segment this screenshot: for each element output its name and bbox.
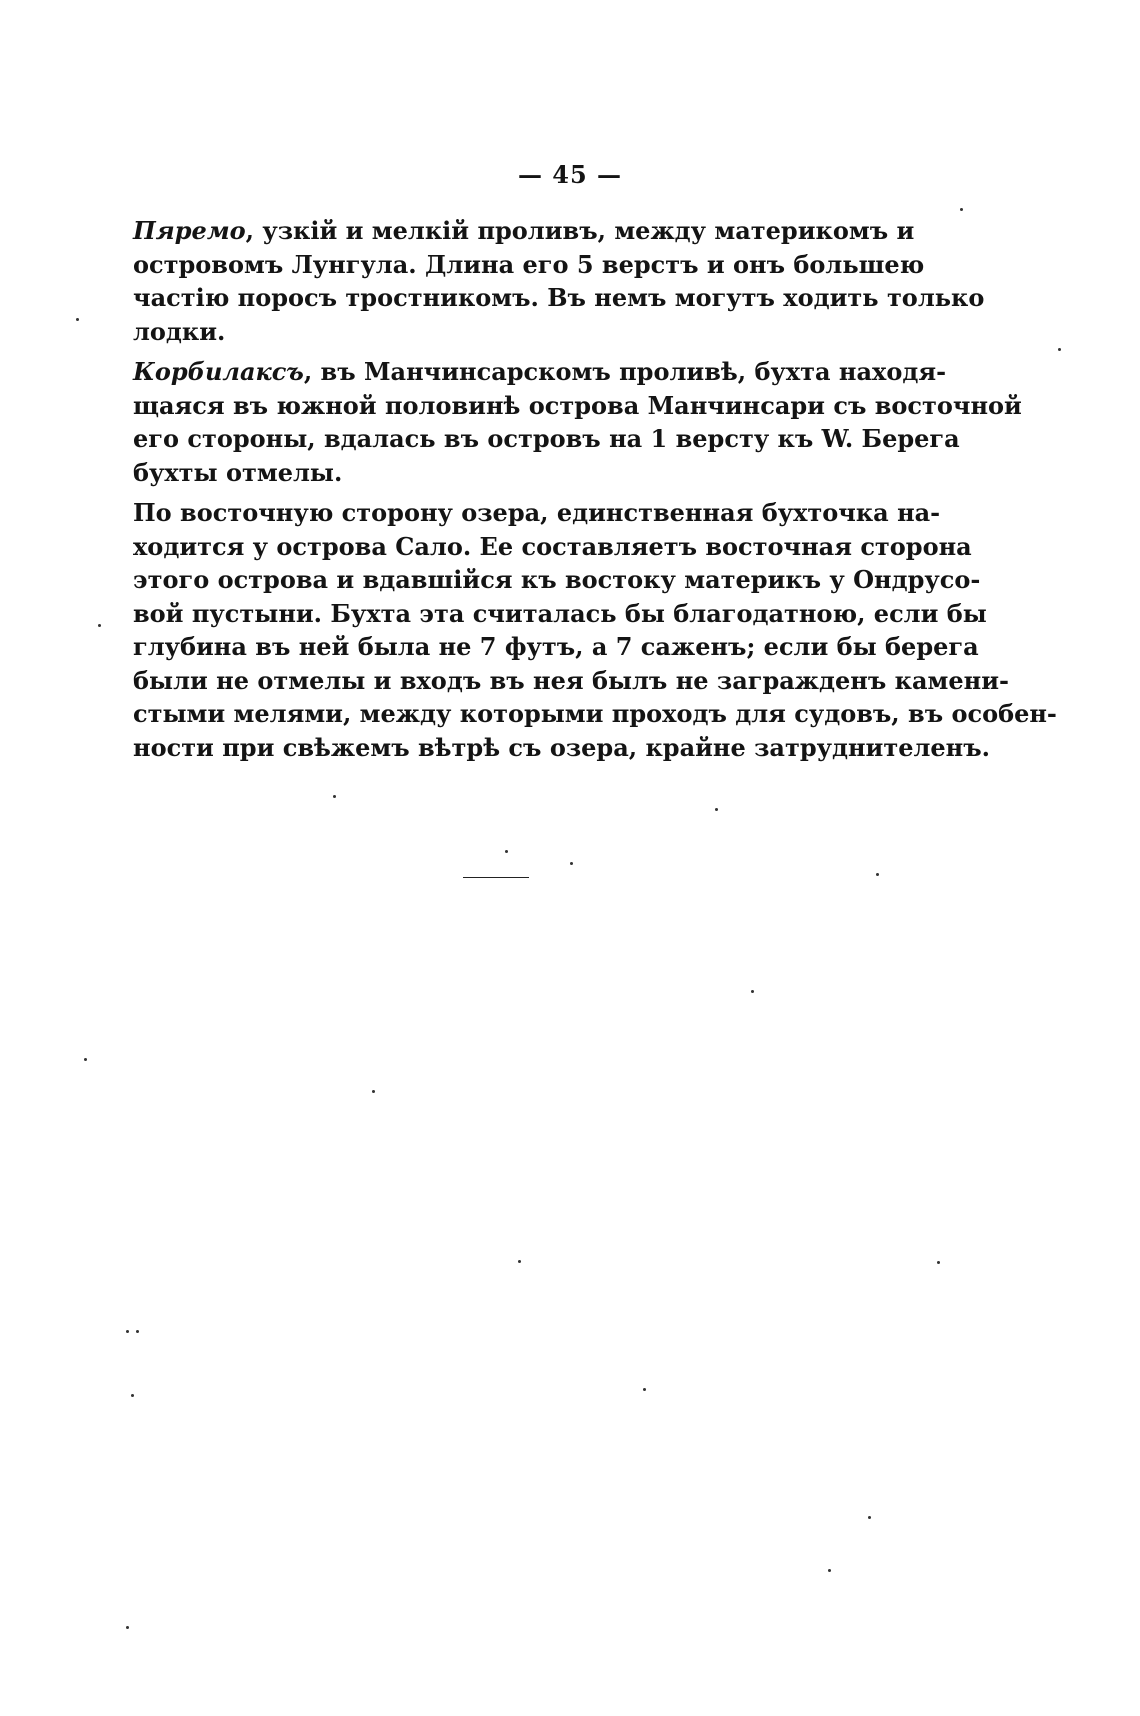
text-line: островомъ Лунгула. Длина его 5 верстъ и онъ большею — [133, 249, 925, 279]
scan-speck — [643, 1388, 646, 1391]
paragraph-korbilaks — [133, 355, 1022, 489]
scan-speck — [98, 624, 101, 627]
text-line: частію поросъ тростникомъ. Въ немъ могутъ ходить только — [133, 283, 985, 312]
scan-speck — [372, 1090, 375, 1093]
scan-speck — [868, 1516, 871, 1519]
scan-speck — [570, 862, 573, 865]
text-line: бухты отмелы. — [133, 457, 343, 487]
text-line — [133, 214, 915, 248]
text-line: этого острова и вдавшійся къ востоку материкъ у Ондрусо- — [133, 565, 981, 594]
text-line: глубина въ ней была не 7 футъ, а 7 саженъ; если бы берега — [133, 632, 979, 661]
text-fragment: , узкій и мелкій проливъ, между материкомъ и — [245, 216, 915, 245]
scan-speck — [518, 1260, 521, 1263]
scan-speck — [751, 990, 754, 993]
body-text — [133, 214, 1057, 771]
text-line: ходится у острова Сало. Ее составляетъ восточная сторона — [133, 531, 972, 561]
text-line: были не отмелы и входъ въ нея былъ не загражденъ камени- — [133, 665, 1009, 695]
text-line: стыми мелями, между которыми проходъ для судовъ, въ особен- — [133, 699, 1057, 728]
page-number: — 45 — — [517, 160, 623, 189]
scan-speck — [937, 1261, 940, 1264]
term-korbilaks: Корбилаксъ — [133, 357, 304, 386]
scan-speck — [84, 1058, 87, 1061]
scan-speck — [828, 1569, 831, 1572]
scan-speck — [126, 1330, 129, 1333]
term-pyaremo: Пяремо — [133, 216, 246, 245]
scan-speck — [505, 850, 508, 853]
scan-speck — [715, 808, 718, 811]
text-line — [133, 355, 947, 389]
scan-speck — [136, 1330, 139, 1333]
scan-speck — [126, 1626, 129, 1629]
text-line: ности при свѣжемъ вѣтрѣ съ озера, крайне затруднителенъ. — [133, 732, 991, 762]
scan-speck — [960, 208, 963, 211]
paragraph-pyaremo — [133, 214, 985, 348]
section-rule — [463, 877, 529, 878]
text-line: По восточную сторону озера, единственная бухточка на- — [133, 498, 941, 527]
paragraph-eastern-side — [133, 496, 1057, 764]
scan-speck — [1058, 348, 1061, 351]
scan-speck — [76, 318, 79, 321]
text-line: щаяся въ южной половинѣ острова Манчинсари съ восточной — [133, 390, 1022, 420]
text-line: его стороны, вдалась въ островъ на 1 версту къ W. Берега — [133, 424, 960, 453]
scan-speck — [876, 873, 879, 876]
text-line: вой пустыни. Бухта эта считалась бы благодатною, если бы — [133, 598, 987, 628]
text-fragment: , въ Манчинсарскомъ проливѣ, бухта находя- — [303, 357, 947, 386]
scan-speck — [333, 795, 336, 798]
scan-speck — [131, 1394, 134, 1397]
text-line: лодки. — [133, 316, 226, 346]
